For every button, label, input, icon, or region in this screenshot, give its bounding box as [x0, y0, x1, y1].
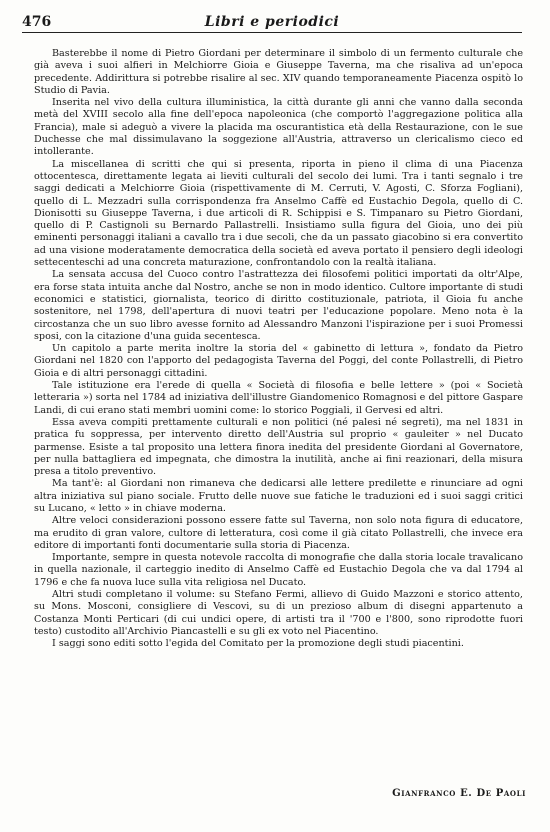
- running-head: Libri e periodici: [204, 14, 340, 30]
- paragraph: I saggi sono editi sotto l'egida del Comitato per la promozione degli studi piacentini.: [52, 638, 464, 650]
- paragraph: Essa aveva compiti prettamente culturali e non politici (né palesi né segreti), ma nel 1831 in pratica fu soppressa, per intervento diretto dell'Austria sul proprio « gauleiter » nel Ducato parmense. Esiste a tal proposito una lettera finora inedita del presidente Giordani al Governatore, per nulla battagliera ed impegnata, che dimostra la inutilità, anche ai fini reazionari, della misura presa a titolo preventivo.: [34, 416, 523, 478]
- author-signature: Gianfranco E. De Paoli: [392, 788, 526, 799]
- page-number: 476: [22, 14, 52, 30]
- paragraph: Inserita nel vivo della cultura illuministica, la città durante gli anni che vanno dalla seconda metà del XVIII secolo alla fine dell'epoca napoleonica (che comportò l'aggregazione politica alla Francia), male si adeguò a vivere la placida ma oscurantistica età della Restaurazione, con le sue Duchesse che mal dissimulavano la soggezione all'Austria, attraverso un clericalismo cieco ed intollerante.: [34, 97, 523, 158]
- paragraph: Importante, sempre in questa notevole raccolta di monografie che dalla storia locale travalicano in quella nazionale, il carteggio inedito di Anselmo Caffè ed Eustachio Degola che va dal 1794 al 1796 e che fa nuova luce sulla vita religiosa nel Ducato.: [34, 552, 523, 588]
- paragraph: La miscellanea di scritti che qui si presenta, riporta in pieno il clima di una Piacenza ottocentesca, direttamente legata ai lieviti culturali del secolo dei lumi. Tra i tanti segnalo i tre saggi dedicati a Melchiorre Gioia (rispettivamente di M. Cerruti, V. Agosti, C. Sforza Fogliani), quello di L. Mezzadri sulla corrispondenza fra Anselmo Caffè ed Eustachio Degola, quello di C. Dionisotti su Giuseppe Taverna, i due articoli di R. Schippisi e S. Timpanaro su Pietro Giordani, quello di P. Castignoli su Bernardo Pallastrelli. Insistiamo sulla figura del Gioia, uno dei più eminenti personaggi italiani a cavallo tra i due secoli, che da un passato giacobino si era convertito ad una visione moderatamente democratica della società ed aveva portato il pensiero degli ideologi settecenteschi ad una concreta maturazione, confrontandolo con la realtà italiana.: [34, 158, 523, 269]
- header-rule: [22, 32, 522, 33]
- paragraph: La sensata accusa del Cuoco contro l'astrattezza dei filosofemi politici importati da oltr'Alpe, era forse stata intuita anche dal Nostro, anche se non in modo identico. Cultore importante di studi economici e statistici, giornalista, teorico di diritto costituzionale, patriota, il Gioia fu anche sostenitore, nel 1798, dell'apertura di nuovi teatri per l'educazione popolare. Meno nota è la circostanza che un suo libro avesse fornito ad Alessandro Manzoni l'ispirazione per i suoi Promessi sposi, con la citazione d'una guida secentesca.: [34, 269, 523, 342]
- page-header: [22, 8, 522, 34]
- article-body: [34, 48, 523, 651]
- paragraph: Altre veloci considerazioni possono essere fatte sul Taverna, non solo nota figura di educatore, ma erudito di gran valore, cultore di letteratura, così come il già citato Pollastrelli, che invece era editore di importanti fonti documentarie sulla storia di Piacenza.: [34, 515, 523, 551]
- paragraph: Tale istituzione era l'erede di quella « Società di filosofia e belle lettere » (poi « Società letteraria ») sorta nel 1784 ad iniziativa dell'illustre Giandomenico Romagnosi e del pittore Gaspare Landi, di cui erano stati membri uomini come: lo storico Poggiali, il Gervesi ed altri.: [34, 380, 523, 416]
- paragraph: Altri studi completano il volume: su Stefano Fermi, allievo di Guido Mazzoni e storico attento, su Mons. Mosconi, consigliere di Vescovi, su di un prezioso album di disegni appartenuto a Costanza Monti Perticari (di cui undici opere, di artisti tra il '700 e l'800, sono riprodotte fuori testo) custodito all'Archivio Piancastelli e su gli ex voto nel Piacentino.: [34, 589, 523, 637]
- paragraph: Ma tant'è: al Giordani non rimaneva che dedicarsi alle lettere predilette e rinunciare ad ogni altra iniziativa sul piano sociale. Frutto delle nuove sue fatiche le traduzioni ed i suoi saggi critici su Lucano, « letto » in chiave moderna.: [34, 478, 523, 514]
- paragraph: Basterebbe il nome di Pietro Giordani per determinare il simbolo di un fermento culturale che già aveva i suoi alfieri in Melchiorre Gioia e Giuseppe Taverna, ma che risaliva ad un'epoca precedente. Addirittura si potrebbe risalire al sec. XIV quando temporaneamente Piacenza ospitò lo Studio di Pavia.: [34, 48, 523, 96]
- paragraph: Un capitolo a parte merita inoltre la storia del « gabinetto di lettura », fondato da Pietro Giordani nel 1820 con l'apporto del pedagogista Taverna del Poggi, del conte Pollastrelli, di Pietro Gioia e di altri personaggi cittadini.: [34, 343, 523, 379]
